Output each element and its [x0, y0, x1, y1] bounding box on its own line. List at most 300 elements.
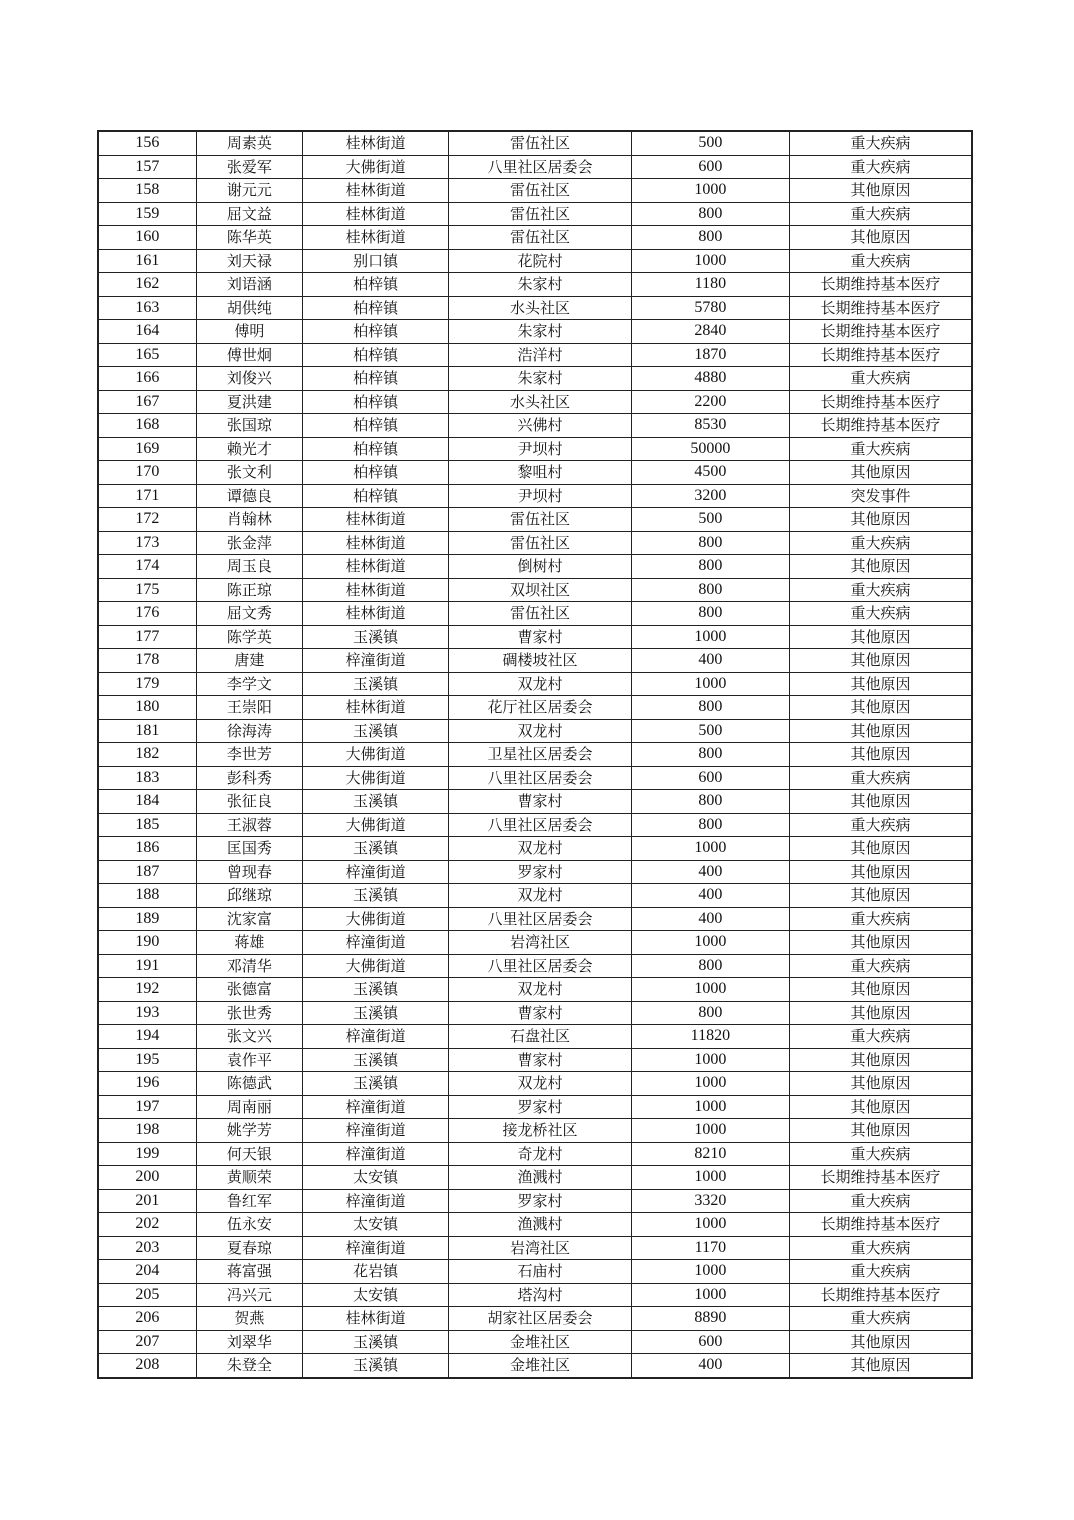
row-number-cell: 166 [98, 367, 196, 391]
reason-cell: 突发事件 [790, 484, 972, 508]
village-cell: 罗家村 [449, 1095, 631, 1119]
row-number-cell: 185 [98, 813, 196, 837]
reason-cell: 其他原因 [790, 555, 972, 579]
name-cell: 周玉良 [196, 555, 302, 579]
township-cell: 桂林街道 [302, 508, 448, 532]
township-cell: 玉溪镇 [302, 1330, 448, 1354]
table-row [98, 649, 972, 673]
name-cell: 陈学英 [196, 625, 302, 649]
village-cell: 双龙村 [449, 719, 631, 743]
reason-cell: 其他原因 [790, 1095, 972, 1119]
amount-cell: 1180 [631, 273, 789, 297]
village-cell: 雷伍社区 [449, 508, 631, 532]
amount-cell: 1000 [631, 249, 789, 273]
reason-cell: 其他原因 [790, 461, 972, 485]
amount-cell: 1000 [631, 931, 789, 955]
village-cell: 曹家村 [449, 1001, 631, 1025]
township-cell: 柏梓镇 [302, 343, 448, 367]
name-cell: 刘语涵 [196, 273, 302, 297]
table-row [98, 1048, 972, 1072]
village-cell: 接龙桥社区 [449, 1119, 631, 1143]
row-number-cell: 201 [98, 1189, 196, 1213]
village-cell: 曹家村 [449, 1048, 631, 1072]
row-number-cell: 161 [98, 249, 196, 273]
name-cell: 匡国秀 [196, 837, 302, 861]
village-cell: 石盘社区 [449, 1025, 631, 1049]
township-cell: 柏梓镇 [302, 484, 448, 508]
table-row [98, 508, 972, 532]
name-cell: 彭科秀 [196, 766, 302, 790]
amount-cell: 800 [631, 954, 789, 978]
township-cell: 桂林街道 [302, 179, 448, 203]
reason-cell: 长期维持基本医疗 [790, 414, 972, 438]
township-cell: 太安镇 [302, 1283, 448, 1307]
village-cell: 曹家村 [449, 625, 631, 649]
amount-cell: 2840 [631, 320, 789, 344]
reason-cell: 重大疾病 [790, 766, 972, 790]
name-cell: 蒋雄 [196, 931, 302, 955]
reason-cell: 重大疾病 [790, 1189, 972, 1213]
village-cell: 八里社区居委会 [449, 813, 631, 837]
row-number-cell: 208 [98, 1354, 196, 1378]
township-cell: 梓潼街道 [302, 1095, 448, 1119]
village-cell: 朱家村 [449, 273, 631, 297]
amount-cell: 1000 [631, 179, 789, 203]
row-number-cell: 205 [98, 1283, 196, 1307]
table-row [98, 1095, 972, 1119]
row-number-cell: 196 [98, 1072, 196, 1096]
township-cell: 玉溪镇 [302, 719, 448, 743]
reason-cell: 其他原因 [790, 1354, 972, 1378]
row-number-cell: 165 [98, 343, 196, 367]
township-cell: 桂林街道 [302, 531, 448, 555]
reason-cell: 其他原因 [790, 1330, 972, 1354]
township-cell: 柏梓镇 [302, 437, 448, 461]
table-row [98, 320, 972, 344]
row-number-cell: 186 [98, 837, 196, 861]
row-number-cell: 197 [98, 1095, 196, 1119]
table-row [98, 390, 972, 414]
name-cell: 伍永安 [196, 1213, 302, 1237]
amount-cell: 400 [631, 1354, 789, 1378]
assistance-table [97, 130, 973, 1379]
table-row [98, 766, 972, 790]
village-cell: 双龙村 [449, 837, 631, 861]
name-cell: 周素英 [196, 131, 302, 155]
reason-cell: 长期维持基本医疗 [790, 296, 972, 320]
name-cell: 傅世炯 [196, 343, 302, 367]
table-row [98, 131, 972, 155]
table-row [98, 931, 972, 955]
amount-cell: 1000 [631, 1213, 789, 1237]
row-number-cell: 176 [98, 602, 196, 626]
reason-cell: 重大疾病 [790, 1142, 972, 1166]
township-cell: 桂林街道 [302, 202, 448, 226]
reason-cell: 重大疾病 [790, 602, 972, 626]
table-row [98, 954, 972, 978]
row-number-cell: 195 [98, 1048, 196, 1072]
village-cell: 岩湾社区 [449, 1236, 631, 1260]
name-cell: 周南丽 [196, 1095, 302, 1119]
table-row [98, 296, 972, 320]
name-cell: 冯兴元 [196, 1283, 302, 1307]
amount-cell: 400 [631, 907, 789, 931]
village-cell: 雷伍社区 [449, 531, 631, 555]
village-cell: 雷伍社区 [449, 131, 631, 155]
township-cell: 梓潼街道 [302, 860, 448, 884]
row-number-cell: 164 [98, 320, 196, 344]
amount-cell: 50000 [631, 437, 789, 461]
name-cell: 张征良 [196, 790, 302, 814]
amount-cell: 1000 [631, 1048, 789, 1072]
table-row [98, 790, 972, 814]
village-cell: 浩洋村 [449, 343, 631, 367]
village-cell: 八里社区居委会 [449, 766, 631, 790]
amount-cell: 800 [631, 602, 789, 626]
village-cell: 渔溅村 [449, 1166, 631, 1190]
reason-cell: 其他原因 [790, 860, 972, 884]
table-row [98, 907, 972, 931]
name-cell: 黄顺荣 [196, 1166, 302, 1190]
township-cell: 柏梓镇 [302, 461, 448, 485]
village-cell: 花院村 [449, 249, 631, 273]
amount-cell: 800 [631, 1001, 789, 1025]
amount-cell: 11820 [631, 1025, 789, 1049]
village-cell: 岩湾社区 [449, 931, 631, 955]
row-number-cell: 203 [98, 1236, 196, 1260]
amount-cell: 3200 [631, 484, 789, 508]
amount-cell: 1000 [631, 1119, 789, 1143]
row-number-cell: 177 [98, 625, 196, 649]
table-row [98, 1236, 972, 1260]
amount-cell: 1870 [631, 343, 789, 367]
reason-cell: 长期维持基本医疗 [790, 390, 972, 414]
township-cell: 玉溪镇 [302, 1354, 448, 1378]
table-row [98, 1142, 972, 1166]
name-cell: 胡供纯 [196, 296, 302, 320]
amount-cell: 800 [631, 813, 789, 837]
township-cell: 太安镇 [302, 1166, 448, 1190]
amount-cell: 1000 [631, 1260, 789, 1284]
amount-cell: 8210 [631, 1142, 789, 1166]
amount-cell: 800 [631, 743, 789, 767]
table-body [98, 131, 972, 1378]
reason-cell: 重大疾病 [790, 531, 972, 555]
name-cell: 谭德良 [196, 484, 302, 508]
row-number-cell: 192 [98, 978, 196, 1002]
reason-cell: 重大疾病 [790, 954, 972, 978]
township-cell: 梓潼街道 [302, 1236, 448, 1260]
reason-cell: 其他原因 [790, 1001, 972, 1025]
reason-cell: 其他原因 [790, 978, 972, 1002]
table-row [98, 860, 972, 884]
township-cell: 大佛街道 [302, 155, 448, 179]
reason-cell: 重大疾病 [790, 1307, 972, 1331]
table-row [98, 672, 972, 696]
amount-cell: 1000 [631, 1095, 789, 1119]
name-cell: 张世秀 [196, 1001, 302, 1025]
reason-cell: 重大疾病 [790, 1236, 972, 1260]
name-cell: 陈华英 [196, 226, 302, 250]
table-row [98, 461, 972, 485]
name-cell: 张国琼 [196, 414, 302, 438]
table-row [98, 1189, 972, 1213]
name-cell: 袁作平 [196, 1048, 302, 1072]
amount-cell: 800 [631, 202, 789, 226]
township-cell: 梓潼街道 [302, 931, 448, 955]
township-cell: 桂林街道 [302, 602, 448, 626]
table-row [98, 1001, 972, 1025]
village-cell: 雷伍社区 [449, 226, 631, 250]
table-row [98, 484, 972, 508]
table-row [98, 226, 972, 250]
table-row [98, 743, 972, 767]
table-row [98, 179, 972, 203]
village-cell: 金堆社区 [449, 1354, 631, 1378]
reason-cell: 其他原因 [790, 672, 972, 696]
name-cell: 邱继琼 [196, 884, 302, 908]
reason-cell: 重大疾病 [790, 155, 972, 179]
amount-cell: 1000 [631, 625, 789, 649]
name-cell: 赖光才 [196, 437, 302, 461]
amount-cell: 800 [631, 555, 789, 579]
village-cell: 倒树村 [449, 555, 631, 579]
village-cell: 塔沟村 [449, 1283, 631, 1307]
village-cell: 八里社区居委会 [449, 954, 631, 978]
township-cell: 梓潼街道 [302, 1189, 448, 1213]
reason-cell: 其他原因 [790, 931, 972, 955]
row-number-cell: 190 [98, 931, 196, 955]
township-cell: 大佛街道 [302, 813, 448, 837]
amount-cell: 500 [631, 131, 789, 155]
reason-cell: 其他原因 [790, 1048, 972, 1072]
reason-cell: 其他原因 [790, 1072, 972, 1096]
name-cell: 唐建 [196, 649, 302, 673]
township-cell: 梓潼街道 [302, 649, 448, 673]
row-number-cell: 187 [98, 860, 196, 884]
amount-cell: 4880 [631, 367, 789, 391]
reason-cell: 重大疾病 [790, 578, 972, 602]
amount-cell: 2200 [631, 390, 789, 414]
village-cell: 朱家村 [449, 367, 631, 391]
reason-cell: 其他原因 [790, 179, 972, 203]
table-row [98, 1260, 972, 1284]
name-cell: 鲁红军 [196, 1189, 302, 1213]
reason-cell: 长期维持基本医疗 [790, 1213, 972, 1237]
name-cell: 刘天禄 [196, 249, 302, 273]
amount-cell: 800 [631, 696, 789, 720]
township-cell: 玉溪镇 [302, 837, 448, 861]
table-row [98, 1283, 972, 1307]
village-cell: 奇龙村 [449, 1142, 631, 1166]
township-cell: 大佛街道 [302, 743, 448, 767]
reason-cell: 其他原因 [790, 743, 972, 767]
township-cell: 太安镇 [302, 1213, 448, 1237]
reason-cell: 其他原因 [790, 226, 972, 250]
reason-cell: 重大疾病 [790, 249, 972, 273]
township-cell: 大佛街道 [302, 766, 448, 790]
name-cell: 姚学芳 [196, 1119, 302, 1143]
township-cell: 柏梓镇 [302, 320, 448, 344]
table-row [98, 531, 972, 555]
table-row [98, 813, 972, 837]
township-cell: 别口镇 [302, 249, 448, 273]
village-cell: 石庙村 [449, 1260, 631, 1284]
row-number-cell: 200 [98, 1166, 196, 1190]
table-row [98, 155, 972, 179]
amount-cell: 1000 [631, 978, 789, 1002]
table-row [98, 1330, 972, 1354]
row-number-cell: 159 [98, 202, 196, 226]
amount-cell: 800 [631, 531, 789, 555]
row-number-cell: 191 [98, 954, 196, 978]
name-cell: 邓清华 [196, 954, 302, 978]
row-number-cell: 193 [98, 1001, 196, 1025]
village-cell: 双龙村 [449, 672, 631, 696]
reason-cell: 其他原因 [790, 696, 972, 720]
name-cell: 何天银 [196, 1142, 302, 1166]
row-number-cell: 206 [98, 1307, 196, 1331]
township-cell: 玉溪镇 [302, 672, 448, 696]
township-cell: 玉溪镇 [302, 1001, 448, 1025]
table-row [98, 1025, 972, 1049]
row-number-cell: 182 [98, 743, 196, 767]
row-number-cell: 157 [98, 155, 196, 179]
name-cell: 夏春琼 [196, 1236, 302, 1260]
reason-cell: 重大疾病 [790, 202, 972, 226]
reason-cell: 长期维持基本医疗 [790, 273, 972, 297]
township-cell: 梓潼街道 [302, 1119, 448, 1143]
row-number-cell: 199 [98, 1142, 196, 1166]
township-cell: 桂林街道 [302, 578, 448, 602]
table-row [98, 555, 972, 579]
table-row [98, 273, 972, 297]
township-cell: 玉溪镇 [302, 1072, 448, 1096]
township-cell: 梓潼街道 [302, 1142, 448, 1166]
name-cell: 夏洪建 [196, 390, 302, 414]
table-row [98, 978, 972, 1002]
village-cell: 双坝社区 [449, 578, 631, 602]
name-cell: 李世芳 [196, 743, 302, 767]
township-cell: 柏梓镇 [302, 367, 448, 391]
amount-cell: 800 [631, 578, 789, 602]
reason-cell: 其他原因 [790, 884, 972, 908]
name-cell: 傅明 [196, 320, 302, 344]
amount-cell: 500 [631, 508, 789, 532]
table-row [98, 884, 972, 908]
row-number-cell: 181 [98, 719, 196, 743]
row-number-cell: 174 [98, 555, 196, 579]
reason-cell: 其他原因 [790, 625, 972, 649]
township-cell: 玉溪镇 [302, 884, 448, 908]
amount-cell: 600 [631, 766, 789, 790]
table-row [98, 1119, 972, 1143]
village-cell: 罗家村 [449, 1189, 631, 1213]
village-cell: 雷伍社区 [449, 602, 631, 626]
reason-cell: 其他原因 [790, 508, 972, 532]
row-number-cell: 171 [98, 484, 196, 508]
amount-cell: 1170 [631, 1236, 789, 1260]
village-cell: 罗家村 [449, 860, 631, 884]
row-number-cell: 180 [98, 696, 196, 720]
row-number-cell: 162 [98, 273, 196, 297]
township-cell: 柏梓镇 [302, 414, 448, 438]
row-number-cell: 198 [98, 1119, 196, 1143]
village-cell: 水头社区 [449, 296, 631, 320]
township-cell: 桂林街道 [302, 226, 448, 250]
name-cell: 王崇阳 [196, 696, 302, 720]
amount-cell: 800 [631, 790, 789, 814]
name-cell: 朱登全 [196, 1354, 302, 1378]
row-number-cell: 204 [98, 1260, 196, 1284]
township-cell: 柏梓镇 [302, 296, 448, 320]
township-cell: 玉溪镇 [302, 790, 448, 814]
reason-cell: 重大疾病 [790, 437, 972, 461]
row-number-cell: 194 [98, 1025, 196, 1049]
reason-cell: 重大疾病 [790, 1025, 972, 1049]
name-cell: 徐海涛 [196, 719, 302, 743]
amount-cell: 500 [631, 719, 789, 743]
reason-cell: 其他原因 [790, 649, 972, 673]
reason-cell: 其他原因 [790, 1119, 972, 1143]
township-cell: 柏梓镇 [302, 390, 448, 414]
table-row [98, 1213, 972, 1237]
reason-cell: 长期维持基本医疗 [790, 320, 972, 344]
table-row [98, 696, 972, 720]
reason-cell: 重大疾病 [790, 813, 972, 837]
village-cell: 金堆社区 [449, 1330, 631, 1354]
name-cell: 沈家富 [196, 907, 302, 931]
village-cell: 胡家社区居委会 [449, 1307, 631, 1331]
row-number-cell: 173 [98, 531, 196, 555]
township-cell: 桂林街道 [302, 696, 448, 720]
village-cell: 八里社区居委会 [449, 155, 631, 179]
table-row [98, 202, 972, 226]
township-cell: 玉溪镇 [302, 1048, 448, 1072]
village-cell: 花厅社区居委会 [449, 696, 631, 720]
row-number-cell: 160 [98, 226, 196, 250]
row-number-cell: 163 [98, 296, 196, 320]
reason-cell: 长期维持基本医疗 [790, 1166, 972, 1190]
row-number-cell: 167 [98, 390, 196, 414]
row-number-cell: 179 [98, 672, 196, 696]
village-cell: 渔溅村 [449, 1213, 631, 1237]
amount-cell: 400 [631, 884, 789, 908]
row-number-cell: 169 [98, 437, 196, 461]
amount-cell: 600 [631, 155, 789, 179]
reason-cell: 其他原因 [790, 837, 972, 861]
reason-cell: 重大疾病 [790, 1260, 972, 1284]
table-row [98, 414, 972, 438]
village-cell: 卫星社区居委会 [449, 743, 631, 767]
township-cell: 桂林街道 [302, 555, 448, 579]
row-number-cell: 207 [98, 1330, 196, 1354]
village-cell: 八里社区居委会 [449, 907, 631, 931]
table-row [98, 437, 972, 461]
name-cell: 张文兴 [196, 1025, 302, 1049]
name-cell: 曾现春 [196, 860, 302, 884]
row-number-cell: 183 [98, 766, 196, 790]
amount-cell: 800 [631, 226, 789, 250]
table-row [98, 1307, 972, 1331]
village-cell: 黎咀村 [449, 461, 631, 485]
row-number-cell: 184 [98, 790, 196, 814]
table-row [98, 1072, 972, 1096]
township-cell: 大佛街道 [302, 907, 448, 931]
reason-cell: 重大疾病 [790, 367, 972, 391]
name-cell: 蒋富强 [196, 1260, 302, 1284]
table-row [98, 837, 972, 861]
